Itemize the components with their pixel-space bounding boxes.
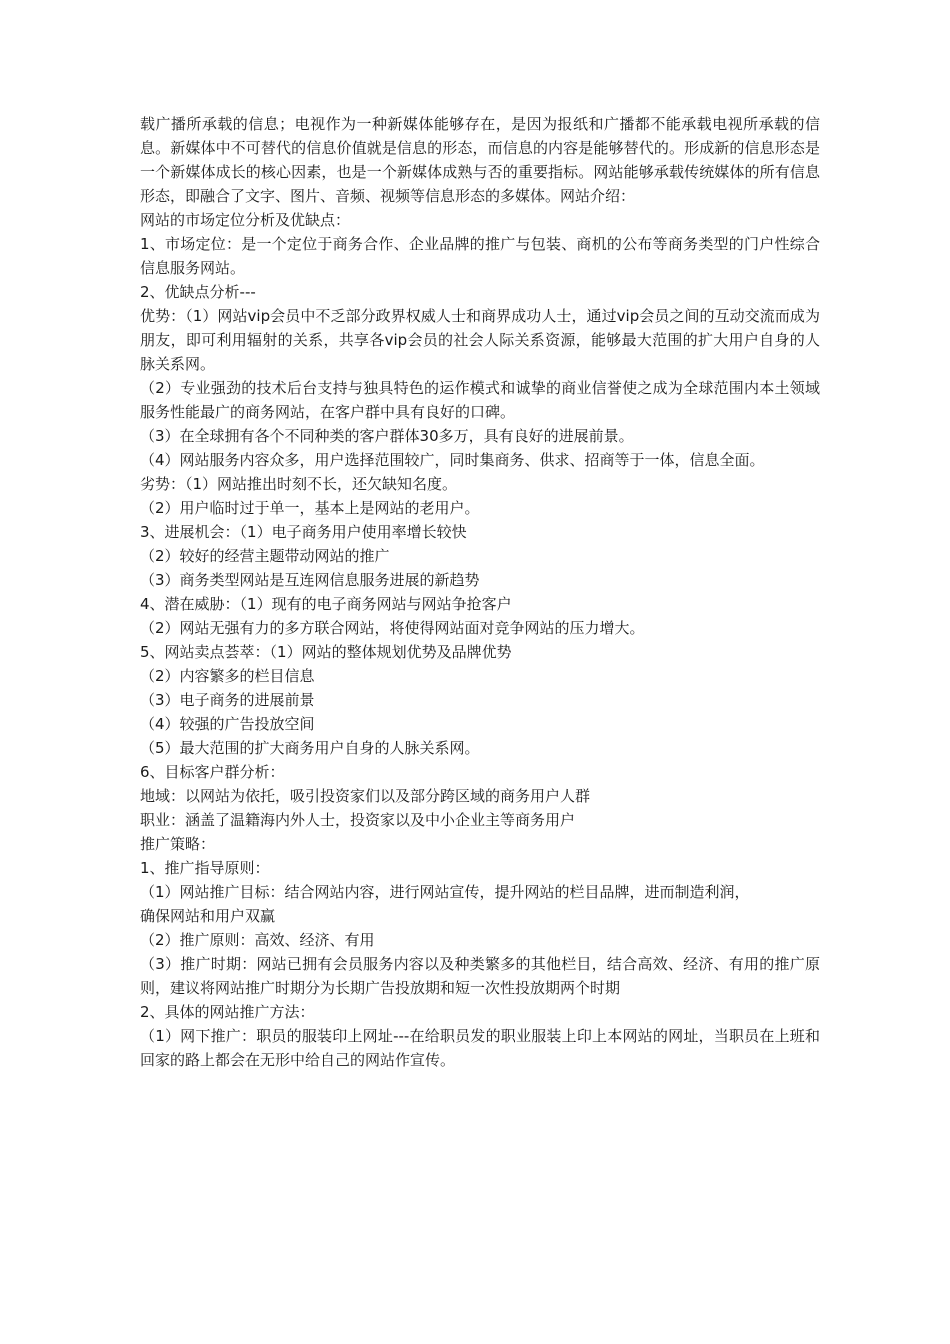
paragraph: 推广策略： (140, 835, 216, 853)
paragraph: 2、优缺点分析--- (140, 283, 256, 301)
paragraph: 1、推广指导原则： (140, 859, 270, 877)
paragraph: （2）网站无强有力的多方联合网站，将使得网站面对竞争网站的压力增大。 (140, 619, 645, 637)
paragraph: 优势：（1）网站vip会员中不乏部分政界权威人士和商界成功人士，通过vip会员之间的互动交流而成为朋友，即可利用辐射的关系，共享各vip会员的社会人际关系资源，能够最大范围的扩大用户自身的人脉关系网。 (140, 307, 820, 373)
paragraph: （2）较好的经营主题带动网站的推广 (140, 547, 390, 565)
paragraph: （3）电子商务的进展前景 (140, 691, 315, 709)
paragraph: 劣势：（1）网站推出时刻不长，还欠缺知名度。 (140, 475, 458, 493)
paragraph: （3）推广时期：网站已拥有会员服务内容以及种类繁多的其他栏目，结合高效、经济、有用的推广原则，建议将网站推广时期分为长期广告投放期和短一次性投放期两个时期 (140, 955, 820, 997)
paragraph: 3、进展机会：（1）电子商务用户使用率增长较快 (140, 523, 467, 541)
paragraph: （5）最大范围的扩大商务用户自身的人脉关系网。 (140, 739, 480, 757)
paragraph: （1）网站推广目标：结合网站内容，进行网站宣传，提升网站的栏目品牌，进而制造利润， (140, 883, 750, 901)
paragraph: （2）推广原则：高效、经济、有用 (140, 931, 375, 949)
document-body (140, 112, 820, 1072)
paragraph: 网站的市场定位分析及优缺点： (140, 211, 351, 229)
paragraph: （3）商务类型网站是互连网信息服务进展的新趋势 (140, 571, 480, 589)
paragraph: 5、网站卖点荟萃：（1）网站的整体规划优势及品牌优势 (140, 643, 512, 661)
paragraph: 载广播所承载的信息；电视作为一种新媒体能够存在，是因为报纸和广播都不能承载电视所承载的信息。新媒体中不可替代的信息价值就是信息的形态，而信息的内容是能够替代的。形成新的信息形态是一个新媒体成长的核心因素，也是一个新媒体成熟与否的重要指标。网站能够承载传统媒体的所有信息形态，即融合了文字、图片、音频、视频等信息形态的多媒体。网站介绍： (140, 115, 820, 205)
paragraph: （2）内容繁多的栏目信息 (140, 667, 315, 685)
paragraph: （4）网站服务内容众多，用户选择范围较广，同时集商务、供求、招商等于一体，信息全面。 (140, 451, 765, 469)
paragraph: 1、市场定位：是一个定位于商务合作、企业品牌的推广与包装、商机的公布等商务类型的门户性综合信息服务网站。 (140, 235, 820, 277)
paragraph: 6、目标客户群分析： (140, 763, 285, 781)
paragraph: 职业：涵盖了温籍海内外人士，投资家以及中小企业主等商务用户 (140, 811, 576, 829)
paragraph: （4）较强的广告投放空间 (140, 715, 315, 733)
paragraph: （2）专业强劲的技术后台支持与独具特色的运作模式和诚挚的商业信誉使之成为全球范围内本土领域服务性能最广的商务网站，在客户群中具有良好的口碑。 (140, 379, 820, 421)
paragraph: 地域：以网站为依托，吸引投资家们以及部分跨区域的商务用户人群 (140, 787, 591, 805)
paragraph: 2、具体的网站推广方法： (140, 1003, 315, 1021)
paragraph: （2）用户临时过于单一，基本上是网站的老用户。 (140, 499, 480, 517)
paragraph: （3）在全球拥有各个不同种类的客户群体30多万，具有良好的进展前景。 (140, 427, 634, 445)
paragraph: 确保网站和用户双赢 (140, 907, 276, 925)
paragraph: 4、潜在威胁：（1）现有的电子商务网站与网站争抢客户 (140, 595, 512, 613)
paragraph: （1）网下推广：职员的服装印上网址---在给职员发的职业服装上印上本网站的网址，当职员在上班和回家的路上都会在无形中给自己的网站作宣传。 (140, 1027, 820, 1069)
